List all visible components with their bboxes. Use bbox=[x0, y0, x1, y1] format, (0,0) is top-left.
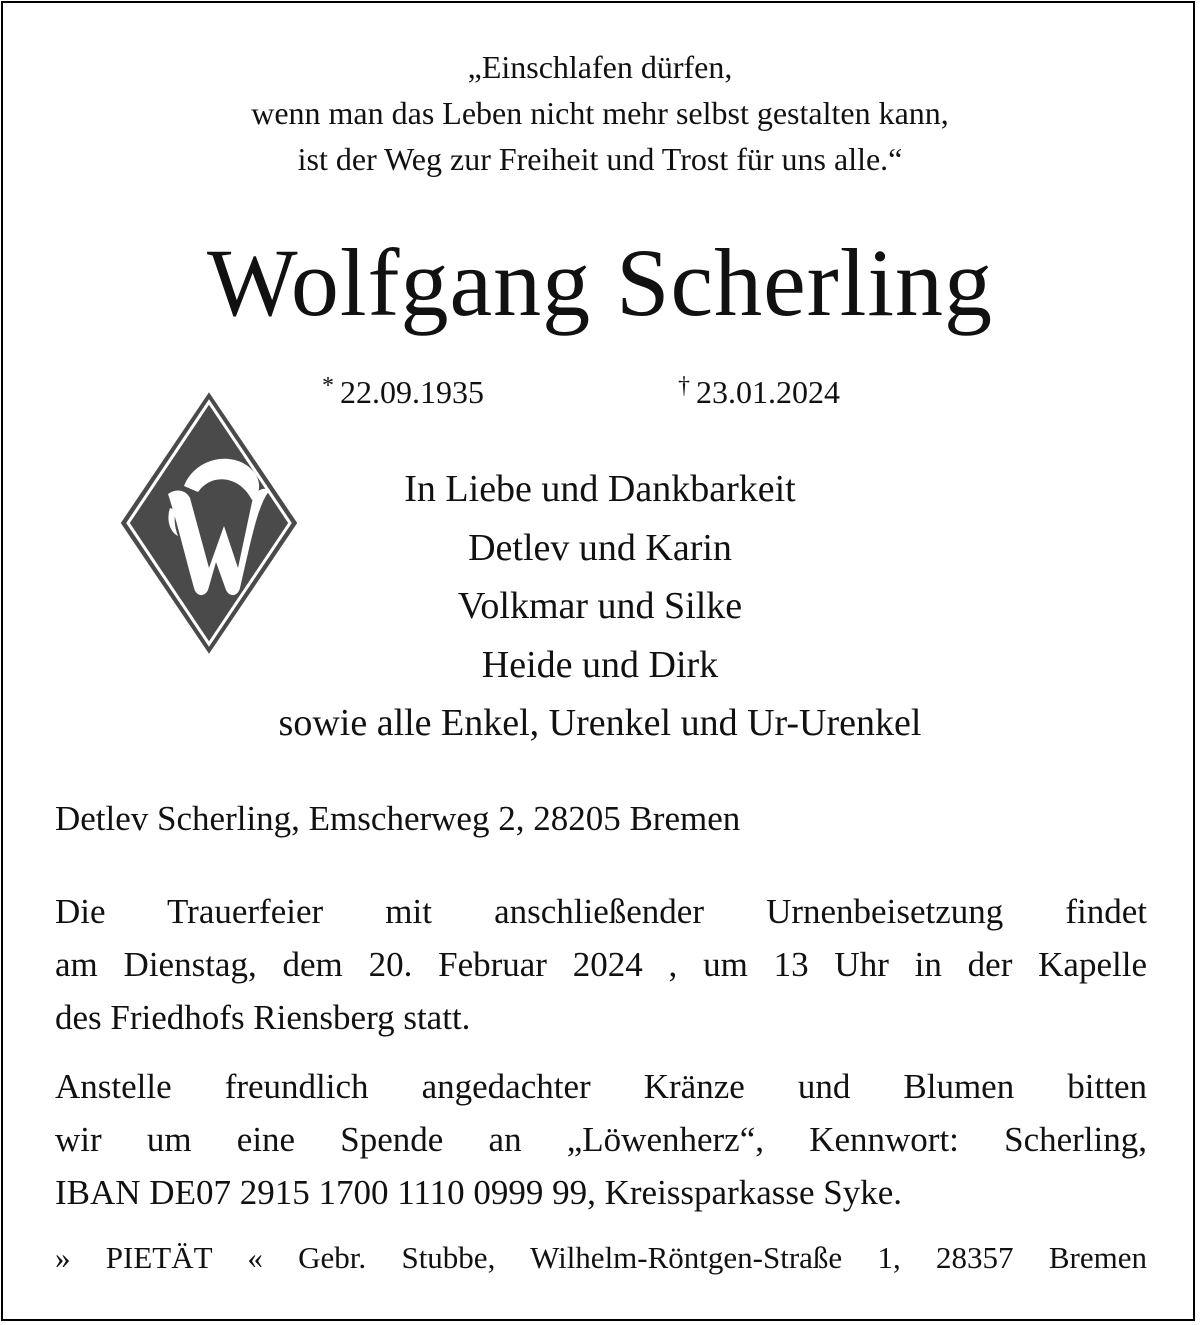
mourners-line: In Liebe und Dankbarkeit bbox=[404, 468, 796, 510]
quote bbox=[0, 44, 1200, 182]
birth-date bbox=[322, 364, 484, 414]
death-date bbox=[678, 364, 840, 414]
ceremony-line: Die Trauerfeier mit anschließender Urnenbeisetzung findet bbox=[55, 892, 1147, 931]
family-address: Detlev Scherling, Emscherweg 2, 28205 Bremen bbox=[55, 799, 741, 838]
death-symbol: † bbox=[678, 373, 690, 399]
quote-line: „Einschlafen dürfen, bbox=[467, 49, 733, 85]
quote-line: ist der Weg zur Freiheit und Trost für uns alle.“ bbox=[297, 141, 903, 177]
mourners-line: Volkmar und Silke bbox=[457, 585, 743, 627]
birth-date-value: 22.09.1935 bbox=[340, 374, 484, 410]
quote-line: wenn man das Leben nicht mehr selbst gestalten kann, bbox=[251, 95, 949, 131]
ceremony-line: des Friedhofs Riensberg statt. bbox=[55, 998, 471, 1037]
ceremony-line: am Dienstag, dem 20. Februar 2024 , um 13 Uhr in der Kapelle bbox=[55, 945, 1147, 984]
donation-line: Anstelle freundlich angedachter Kränze und Blumen bitten bbox=[55, 1067, 1147, 1106]
undertaker-info: » PIETÄT « Gebr. Stubbe, Wilhelm-Röntgen-Straße 1, 28357 Bremen bbox=[55, 1240, 1147, 1275]
donation-info bbox=[55, 1060, 1147, 1219]
birth-symbol: * bbox=[322, 373, 334, 399]
ceremony-info bbox=[55, 885, 1147, 1044]
deceased-name: Wolfgang Scherling bbox=[206, 229, 994, 336]
mourners-line: sowie alle Enkel, Urenkel und Ur-Urenkel bbox=[278, 702, 922, 744]
donation-line: wir um eine Spende an „Löwenherz“, Kennwort: Scherling, bbox=[55, 1120, 1147, 1159]
mourners-line: Heide und Dirk bbox=[481, 643, 719, 686]
donation-line: IBAN DE07 2915 1700 1110 0999 99, Kreissparkasse Syke. bbox=[55, 1173, 903, 1212]
mourners-line: Detlev und Karin bbox=[468, 526, 732, 569]
mourners bbox=[0, 460, 1200, 753]
death-date-value: 23.01.2024 bbox=[696, 374, 840, 410]
